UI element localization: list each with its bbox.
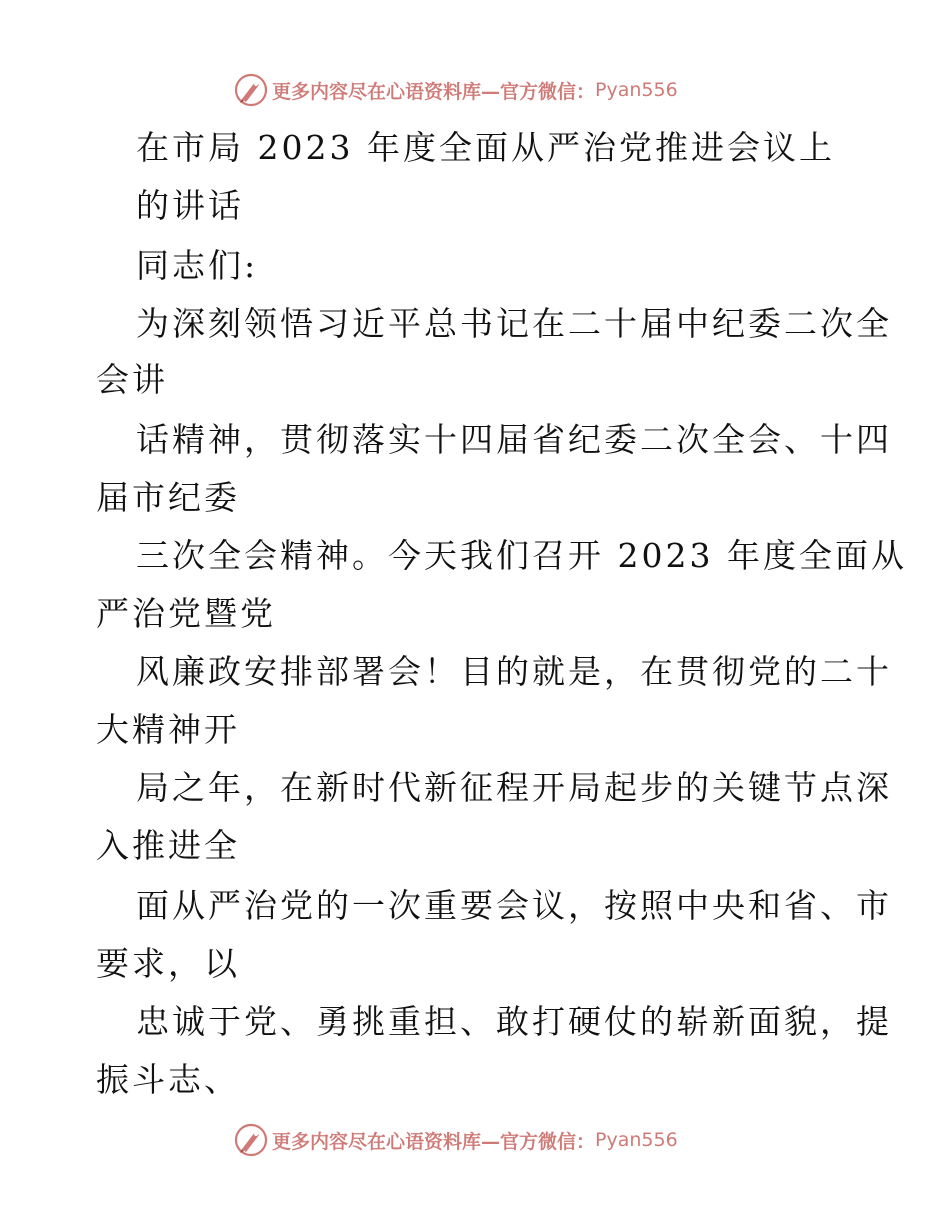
paragraph-line: 面从严治党的一次重要会议，按照中央和省、市 <box>136 886 892 925</box>
paragraph-line: 大精神开 <box>96 710 240 749</box>
watermark-text: 更多内容尽在心语资料库—官方微信： <box>272 1130 596 1153</box>
watermark-header <box>234 72 678 108</box>
paragraph-line: 要求，以 <box>96 944 240 983</box>
pen-logo-icon <box>234 1123 268 1157</box>
watermark-footer <box>234 1122 678 1158</box>
paragraph-line: 风廉政安排部署会！目的就是，在贯彻党的二十 <box>136 652 892 691</box>
paragraph-line: 振斗志、 <box>96 1060 240 1099</box>
paragraph-line: 为深刻领悟习近平总书记在二十届中纪委二次全 <box>136 304 892 343</box>
title-line-2: 的讲话 <box>136 186 244 225</box>
title-line-1: 在市局 2023 年度全面从严治党推进会议上 <box>136 128 835 167</box>
pen-logo-icon <box>234 73 268 107</box>
paragraph-line: 忠诚于党、勇挑重担、敢打硬仗的崭新面貌，提 <box>136 1002 892 1041</box>
paragraph-line: 严治党暨党 <box>96 594 276 633</box>
paragraph-line: 局之年，在新时代新征程开局起步的关键节点深 <box>136 768 892 807</box>
watermark-text: 更多内容尽在心语资料库—官方微信： <box>272 80 596 103</box>
paragraph-line: 话精神，贯彻落实十四届省纪委二次全会、十四 <box>136 420 892 459</box>
paragraph-line: 三次全会精神。今天我们召开 2023 年度全面从 <box>136 536 907 575</box>
watermark-handle: Pyan556 <box>595 79 678 101</box>
paragraph-line: 届市纪委 <box>96 478 240 517</box>
salutation: 同志们: <box>136 246 259 285</box>
paragraph-line: 入推进全 <box>96 826 240 865</box>
watermark-handle: Pyan556 <box>595 1129 678 1151</box>
paragraph-line: 会讲 <box>96 360 168 399</box>
